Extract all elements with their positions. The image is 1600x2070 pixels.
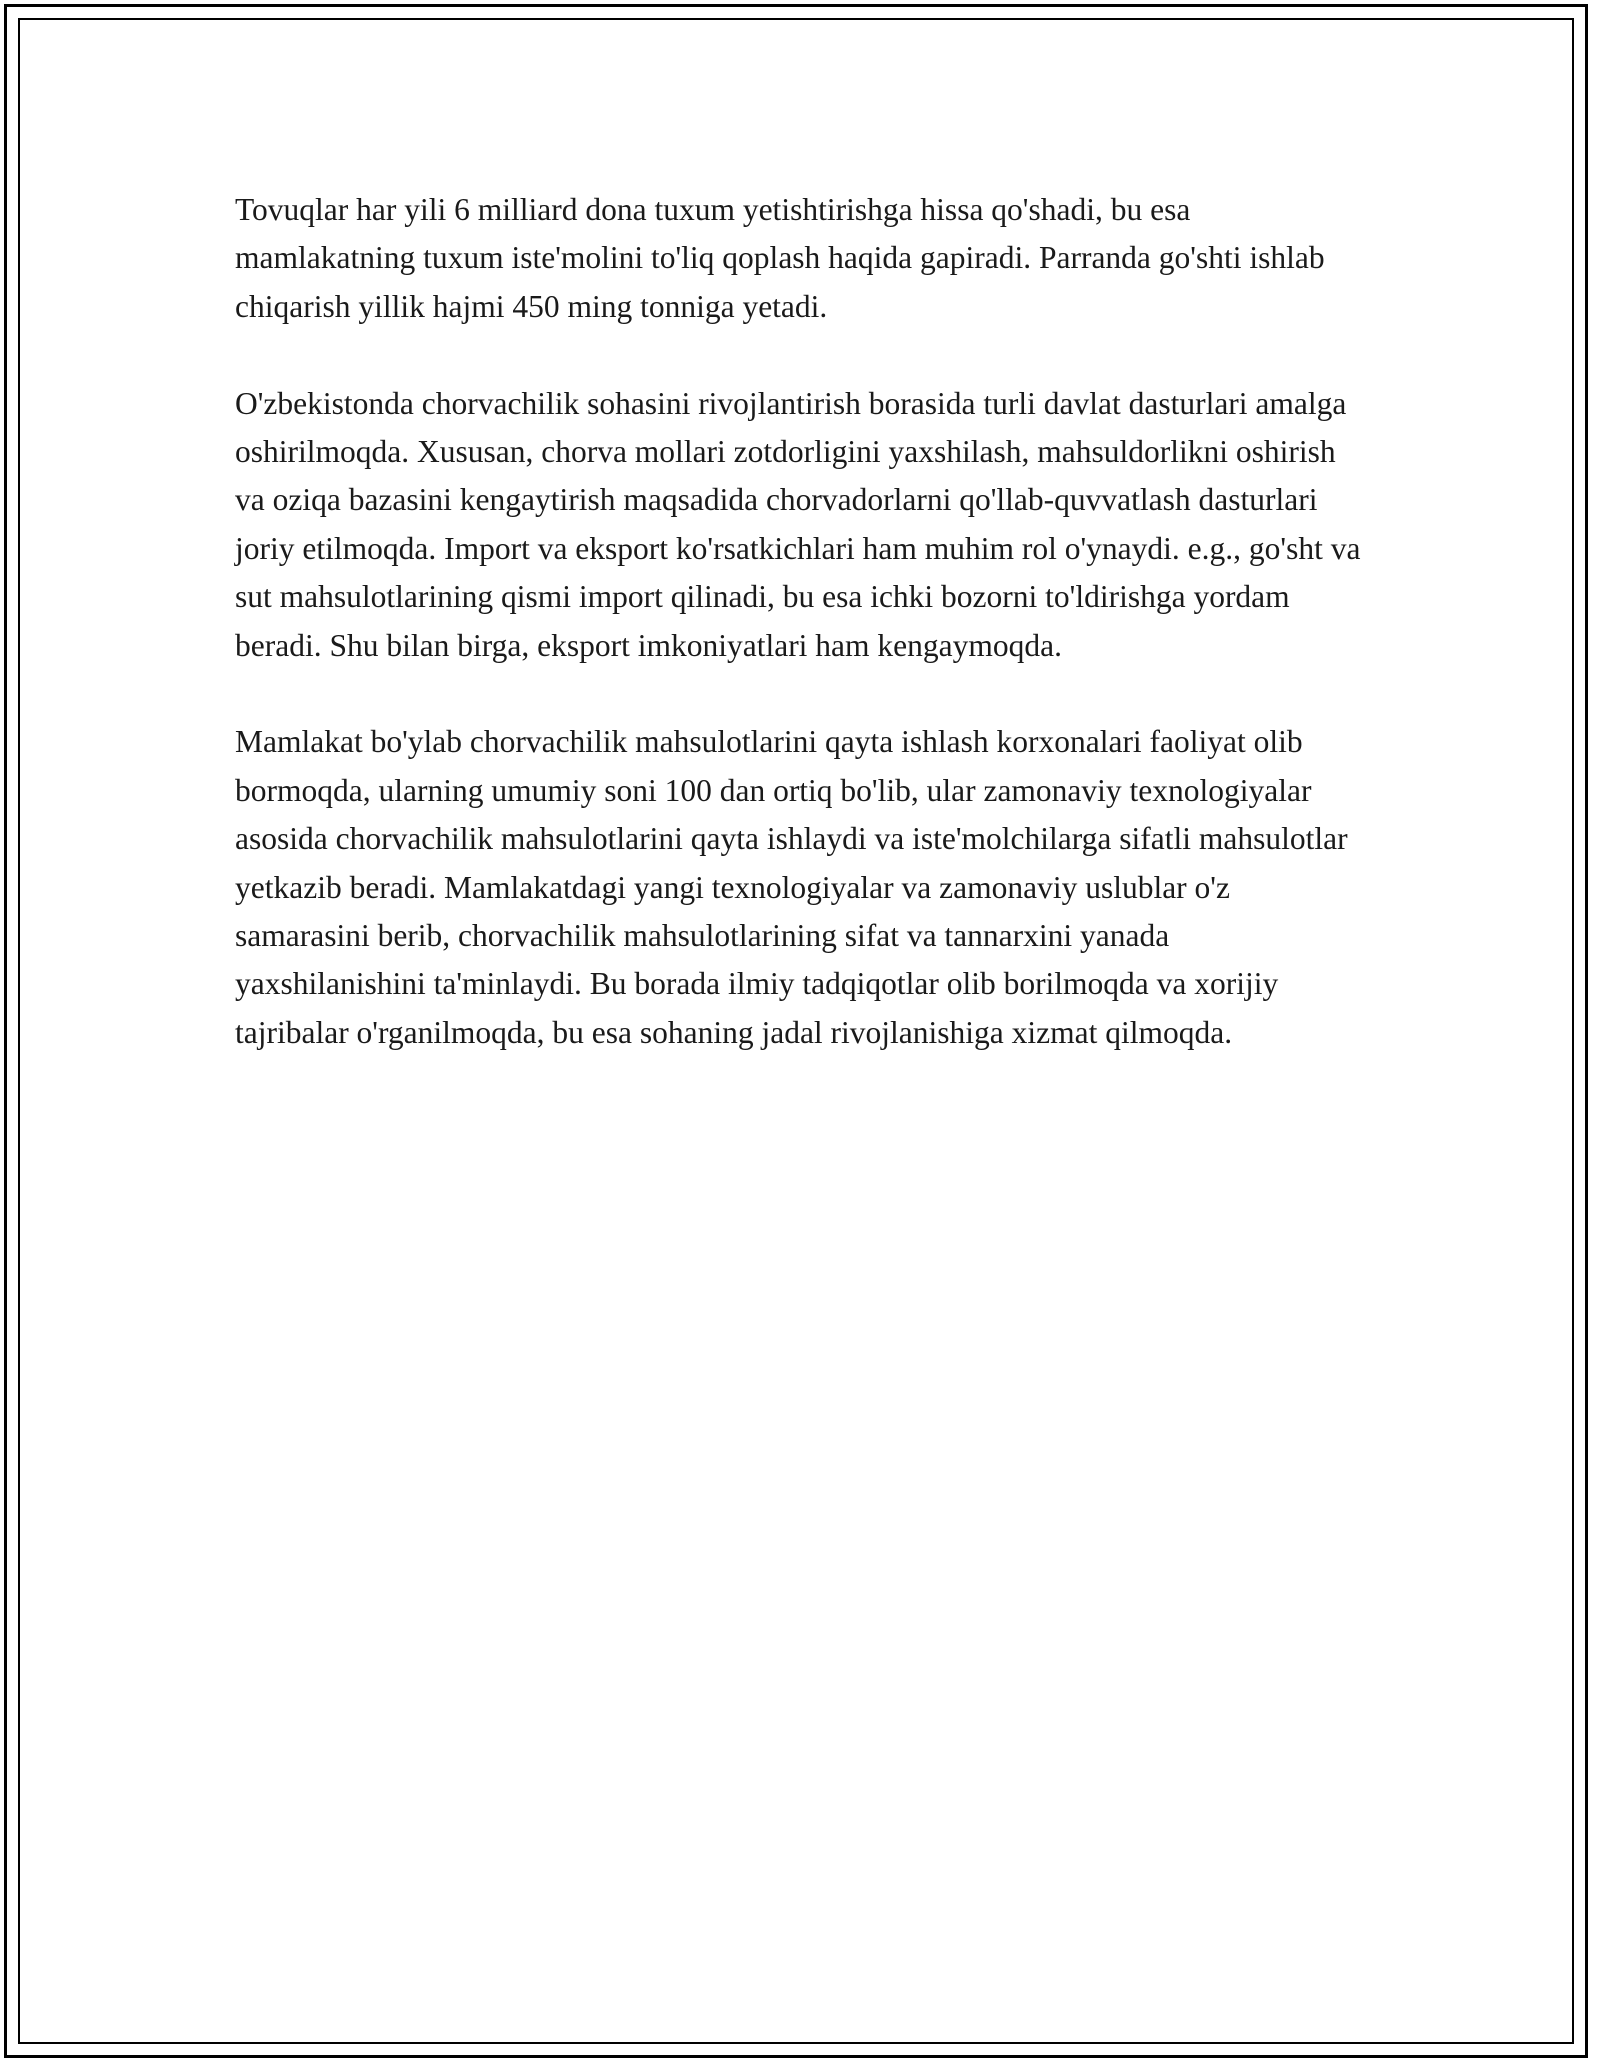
paragraph-state-programs: O'zbekistonda chorvachilik sohasini rivojlantirish borasida turli davlat dasturlari amalga oshirilmoqda. Xususan, chorva mollari zotdorligini yaxshilash, mahsuldorlikni oshirish va oziqa bazasini kengaytirish maqsadida chorvadorlarni qo'llab-quvvatlash dasturlari joriy etilmoqda. Import va eksport ko'rsatkichlari ham muhim rol o'ynaydi. e.g., go'sht va sut mahsulotlarining qismi import qilinadi, bu esa ichki bozorni to'ldirishga yordam beradi. Shu bilan birga, eksport imkoniyatlari ham kengaymoqda.	[235, 385, 1361, 663]
paragraph-poultry: Tovuqlar har yili 6 milliard dona tuxum yetishtirishga hissa qo'shadi, bu esa mamlakatning tuxum iste'molini to'liq qoplash haqida gapiradi. Parranda go'shti ishlab chiqarish yillik hajmi 450 ming tonniga yetadi.	[235, 192, 1325, 324]
paragraph-processing-enterprises: Mamlakat bo'ylab chorvachilik mahsulotlarini qayta ishlash korxonalari faoliyat olib bormoqda, ularning umumiy soni 100 dan ortiq bo'lib, ular zamonaviy texnologiyalar asosida chorvachilik mahsulotlarini qayta ishlaydi va iste'molchilarga sifatli mahsulotlar yetkazib beradi. Mamlakatdagi yangi texnologiyalar va zamonaviy uslublar o'z samarasini berib, chorvachilik mahsulotlarining sifat va tannarxini yanada yaxshilanishini ta'minlaydi. Bu borada ilmiy tadqiqotlar olib borilmoqda va xorijiy tajribalar o'rganilmoqda, bu esa sohaning jadal rivojlanishiga xizmat qilmoqda.	[235, 724, 1348, 1050]
document-body	[235, 186, 1365, 1106]
